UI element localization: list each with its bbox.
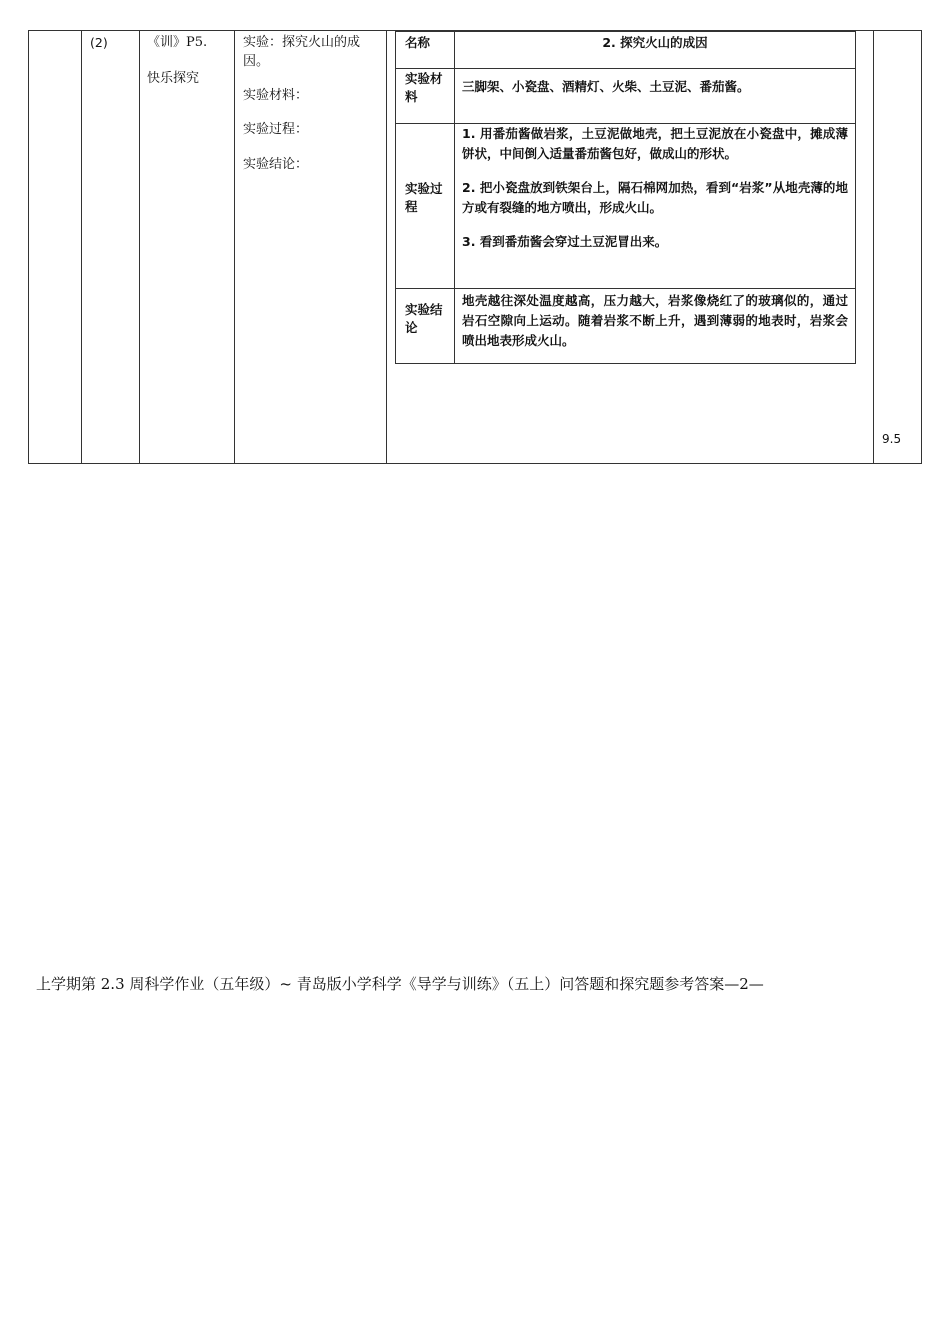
row-divider: [396, 68, 855, 69]
column-divider: [234, 31, 235, 463]
answer-table: [28, 30, 922, 464]
conclusion-label: 实验结论: [405, 302, 443, 335]
task-title: 实验：探究火山的成因。: [243, 35, 361, 69]
name-label: 名称: [405, 35, 431, 50]
task-conclusion: 实验结论：: [243, 157, 309, 172]
process-label: 实验过程: [405, 181, 443, 214]
column-divider: [81, 31, 82, 463]
column-divider: [386, 31, 387, 463]
column-divider: [139, 31, 140, 463]
experiment-name: 2. 探究火山的成因: [602, 35, 708, 50]
question-number: (2): [90, 35, 108, 50]
column-divider: [873, 31, 874, 463]
experiment-table: [395, 31, 856, 364]
process-steps: [462, 124, 848, 266]
task-process: 实验过程：: [243, 122, 309, 137]
date-value: 9.5: [882, 432, 902, 446]
process-step: 1. 用番茄酱做岩浆，土豆泥做地壳，把土豆泥放在小瓷盘中，摊成薄饼状，中间倒入适量番茄酱包好，做成山的形状。: [462, 126, 848, 161]
process-step: 2. 把小瓷盘放到铁架台上，隔石棉网加热，看到“岩浆”从地壳薄的地方或有裂缝的地方喷出，形成火山。: [462, 180, 848, 215]
section-name: 快乐探究: [147, 71, 200, 86]
materials-label: 实验材料: [405, 71, 443, 104]
materials-value: 三脚架、小瓷盘、酒精灯、火柴、土豆泥、番茄酱。: [462, 79, 750, 94]
page-footer: 上学期第 2.3 周科学作业（五年级）~ 青岛版小学科学《导学与训练》（五上）问答题和探究题参考答案—2—: [36, 975, 764, 993]
label-column-divider: [454, 32, 455, 363]
task-materials: 实验材料：: [243, 88, 309, 103]
source-reference: 《训》P5.: [147, 35, 208, 50]
row-divider: [396, 288, 855, 289]
process-step: 3. 看到番茄酱会穿过土豆泥冒出来。: [462, 234, 668, 249]
conclusion-value: 地壳越往深处温度越高，压力越大，岩浆像烧红了的玻璃似的，通过岩石空隙向上运动。随着岩浆不断上升，遇到薄弱的地表时，岩浆会喷出地表形成火山。: [462, 293, 848, 348]
